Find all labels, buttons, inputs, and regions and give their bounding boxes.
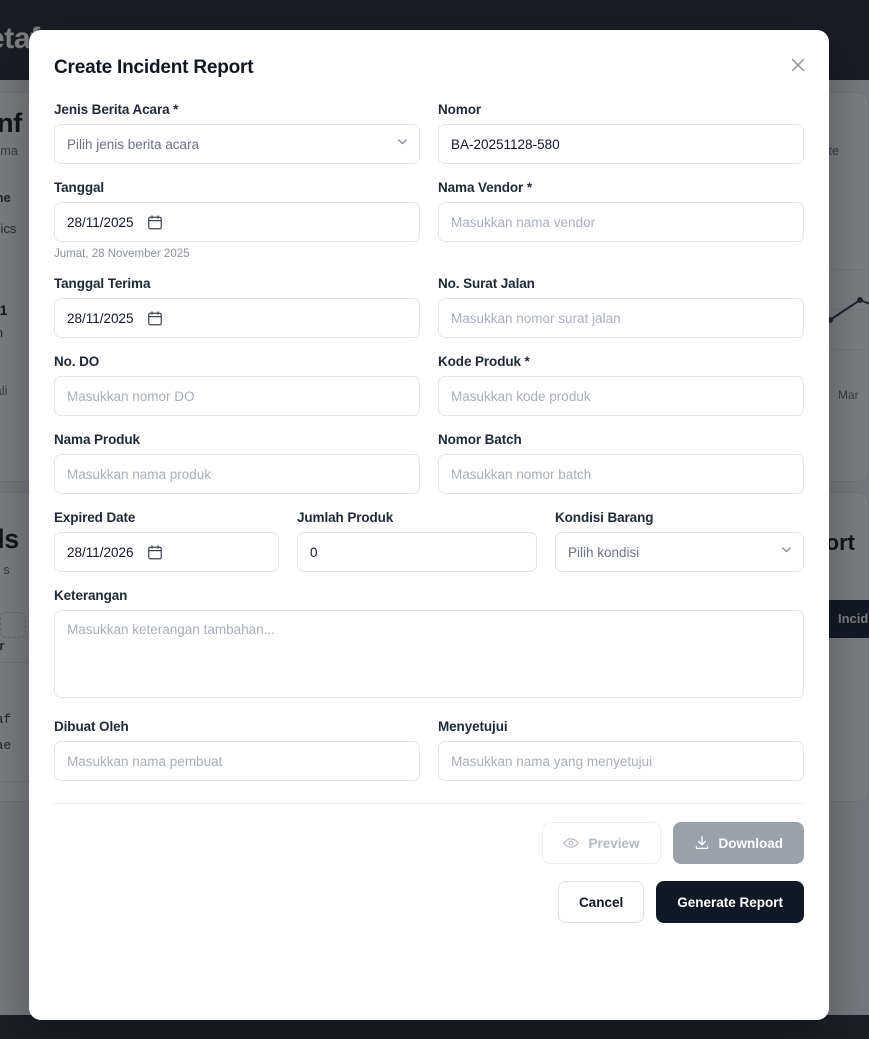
input-no-do[interactable] xyxy=(54,376,420,416)
label-expired-date: Expired Date xyxy=(54,510,136,525)
generate-report-button-label: Generate Report xyxy=(677,894,783,910)
label-menyetujui: Menyetujui xyxy=(438,719,508,734)
preview-button[interactable] xyxy=(542,822,660,864)
label-keterangan: Keterangan xyxy=(54,588,128,603)
eye-icon xyxy=(563,835,579,851)
select-kondisi-barang[interactable] xyxy=(555,532,804,572)
field-keterangan xyxy=(54,588,804,703)
calendar-icon[interactable] xyxy=(148,311,162,326)
label-no-do: No. DO xyxy=(54,354,100,369)
label-jenis-berita-acara: Jenis Berita Acara * xyxy=(54,102,179,117)
generate-report-button[interactable] xyxy=(656,881,804,923)
form-row-2 xyxy=(29,180,829,260)
calendar-icon[interactable] xyxy=(148,545,162,560)
field-tanggal-terima xyxy=(54,276,420,338)
input-keterangan[interactable] xyxy=(54,610,804,698)
form-row-3 xyxy=(29,276,829,338)
create-incident-report-dialog xyxy=(29,30,829,1020)
field-kode-produk xyxy=(438,354,804,416)
field-tanggal xyxy=(54,180,420,260)
input-jumlah-produk[interactable] xyxy=(297,532,537,572)
field-dibuat-oleh xyxy=(54,719,420,781)
field-nama-vendor xyxy=(438,180,804,260)
label-nomor: Nomor xyxy=(438,102,481,117)
input-nama-vendor[interactable] xyxy=(438,202,804,242)
label-no-surat-jalan: No. Surat Jalan xyxy=(438,276,535,291)
input-tanggal-terima[interactable] xyxy=(54,298,420,338)
form-row-4 xyxy=(29,354,829,416)
incident-report-form xyxy=(29,102,829,923)
field-menyetujui xyxy=(438,719,804,781)
field-jenis-berita-acara xyxy=(54,102,420,164)
dialog-actions xyxy=(29,864,829,923)
select-jenis-berita-acara[interactable] xyxy=(54,124,420,164)
input-tanggal[interactable] xyxy=(54,202,420,242)
input-kode-produk[interactable] xyxy=(438,376,804,416)
input-nomor-batch[interactable] xyxy=(438,454,804,494)
label-kondisi-barang: Kondisi Barang xyxy=(555,510,654,525)
label-tanggal: Tanggal xyxy=(54,180,105,195)
field-no-surat-jalan xyxy=(438,276,804,338)
input-expired-date[interactable] xyxy=(54,532,279,572)
field-nomor xyxy=(438,102,804,164)
input-nomor[interactable] xyxy=(438,124,804,164)
field-expired-date xyxy=(54,510,279,572)
download-icon xyxy=(694,835,710,851)
close-icon[interactable] xyxy=(785,52,811,78)
label-dibuat-oleh: Dibuat Oleh xyxy=(54,719,129,734)
label-jumlah-produk: Jumlah Produk xyxy=(297,510,394,525)
form-row-1 xyxy=(29,102,829,164)
tanggal-hint: Jumat, 28 November 2025 xyxy=(54,248,190,260)
field-nama-produk xyxy=(54,432,420,494)
form-row-7 xyxy=(29,588,829,703)
download-button[interactable] xyxy=(673,822,805,864)
field-jumlah-produk xyxy=(297,510,537,572)
expired-date-value: 28/11/2026 xyxy=(67,544,134,560)
close-icon-glyph xyxy=(791,58,805,72)
field-kondisi-barang xyxy=(555,510,804,572)
download-button-label: Download xyxy=(718,835,783,851)
dialog-title: Create Incident Report xyxy=(54,57,254,78)
cancel-button[interactable] xyxy=(558,881,644,923)
label-nomor-batch: Nomor Batch xyxy=(438,432,522,447)
input-menyetujui[interactable] xyxy=(438,741,804,781)
form-row-6 xyxy=(29,510,829,572)
field-no-do xyxy=(54,354,420,416)
label-kode-produk: Kode Produk * xyxy=(438,354,530,369)
form-row-8 xyxy=(29,719,829,781)
calendar-icon[interactable] xyxy=(148,215,162,230)
tanggal-terima-value: 28/11/2025 xyxy=(67,310,134,326)
cancel-button-label: Cancel xyxy=(578,894,624,910)
label-tanggal-terima: Tanggal Terima xyxy=(54,276,151,291)
input-no-surat-jalan[interactable] xyxy=(438,298,804,338)
tanggal-value: 28/11/2025 xyxy=(67,214,134,230)
label-nama-vendor: Nama Vendor * xyxy=(438,180,532,195)
field-nomor-batch xyxy=(438,432,804,494)
export-actions xyxy=(29,804,829,864)
label-nama-produk: Nama Produk xyxy=(54,432,140,447)
input-nama-produk[interactable] xyxy=(54,454,420,494)
form-row-5 xyxy=(29,432,829,494)
input-dibuat-oleh[interactable] xyxy=(54,741,420,781)
preview-button-label: Preview xyxy=(588,835,640,851)
